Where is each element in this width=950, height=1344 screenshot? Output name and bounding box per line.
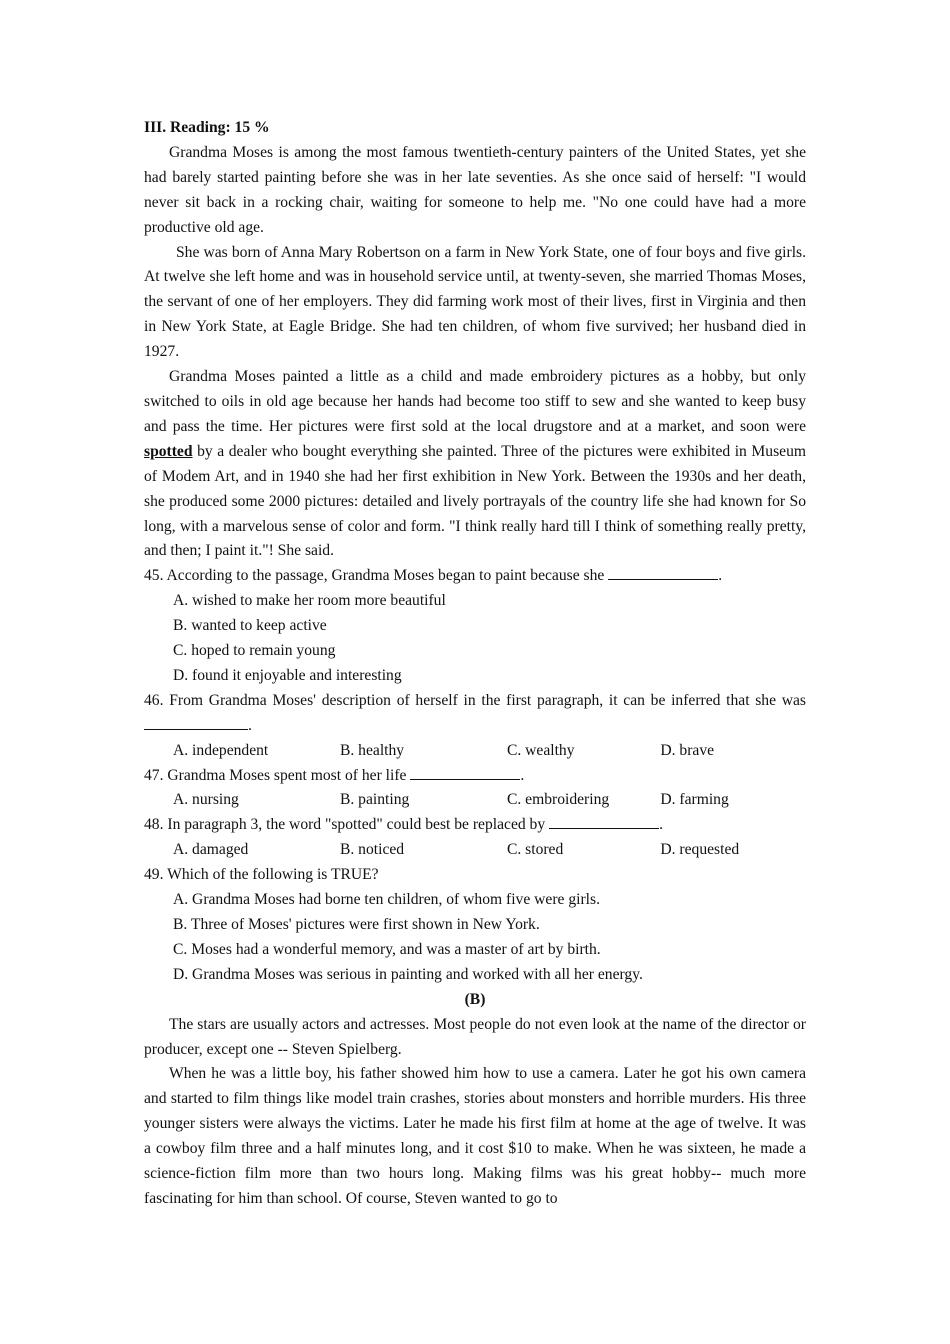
question-45-option-a: A. wished to make her room more beautiful (173, 592, 446, 610)
question-48 (144, 813, 806, 838)
paragraph-3-part-2: by a dealer who bought everything she painted. Three of the pictures were exhibited in Museum of Modem Art, and in 1940 she had her first exhibition in New York. Between the 1930s and her death, she produced some 2000 pictures: detailed and lively portrayals of the country life she had known for So long, with a marvelous sense of color and form. "I think really hard till I think of something really pretty, and then; I paint it."! She said. (144, 442, 806, 560)
question-47-end: . (520, 766, 525, 784)
question-46-stem: 46. From Grandma Moses' description of herself in the first paragraph, it can be inferred that she was (144, 691, 806, 709)
question-48-options (144, 838, 806, 863)
answer-blank (410, 765, 520, 780)
question-45-stem: 45. According to the passage, Grandma Moses began to paint because she (144, 567, 605, 585)
question-45-option-d: D. found it enjoyable and interesting (173, 666, 402, 684)
passage-a-paragraph-2: She was born of Anna Mary Robertson on a farm in New York State, one of four boys and five girls. At twelve she left home and was in household service until, at twenty-seven, she married Thomas Moses, the servant of one of her employers. They did farming work most of their lives, first in Virginia and then in New York State, at Eagle Bridge. She had ten children, of whom five survived; her husband died in 1927. (144, 243, 806, 361)
question-47 (144, 764, 806, 789)
question-47-option-a: A. nursing (173, 791, 239, 809)
answer-blank (549, 814, 659, 829)
paragraph-3-part-1: Grandma Moses painted a little as a child and made embroidery pictures as a hobby, but only switched to oils in old age because her hands had become too stiff to sew and she wanted to keep busy and pass the time. Her pictures were first sold at the local drugstore and at a market, and soon were (144, 368, 806, 435)
question-45-option-b: B. wanted to keep active (173, 617, 327, 635)
question-47-option-b: B. painting (339, 791, 410, 809)
passage-b-paragraph-1: The stars are usually actors and actresses. Most people do not even look at the name of the director or producer, except one -- Steven Spielberg. (144, 1015, 806, 1058)
question-47-stem: 47. Grandma Moses spent most of her life (144, 766, 407, 784)
question-48-end: . (659, 816, 663, 834)
question-46-end: . (248, 716, 252, 734)
question-47-option-c: C. embroidering (506, 791, 610, 809)
question-49-option-b: B. Three of Moses' pictures were first shown in New York. (173, 916, 540, 933)
question-49-option-a: A. Grandma Moses had borne ten children, of whom five were girls. (173, 891, 600, 909)
question-46-option-c: C. wealthy (506, 741, 575, 759)
question-45-option-c: C. hoped to remain young (173, 642, 336, 660)
section-b-label: (B) (464, 990, 486, 1008)
question-46-option-a: A. independent (173, 741, 269, 759)
passage-a-paragraph-3 (144, 365, 806, 564)
question-48-option-d: D. requested (660, 841, 740, 859)
answer-blank (144, 715, 248, 730)
question-45 (144, 564, 806, 589)
question-46 (144, 689, 806, 739)
question-49-stem: 49. Which of the following is TRUE? (144, 866, 379, 884)
question-47-option-d: D. farming (660, 791, 729, 809)
question-48-stem: 48. In paragraph 3, the word "spotted" could best be replaced by (144, 816, 546, 834)
question-45-end: . (718, 567, 723, 585)
question-47-options (144, 788, 806, 813)
question-48-option-c: C. stored (506, 841, 564, 859)
exam-content (144, 116, 806, 1212)
passage-a-paragraph-1: Grandma Moses is among the most famous twentieth-century painters of the United States, yet she had barely started painting before she was in her late seventies. As she once said of herself: "I would never sit back in a rocking chair, waiting for someone to help me. "No one could have had a more productive old age. (144, 143, 806, 236)
question-46-options (144, 739, 806, 764)
question-46-option-d: D. brave (660, 741, 715, 759)
question-49-option-c: C. Moses had a wonderful memory, and was a master of art by birth. (173, 940, 601, 958)
question-49-option-d: D. Grandma Moses was serious in painting and worked with all her energy. (173, 965, 643, 983)
question-48-option-b: B. noticed (339, 841, 405, 859)
question-48-option-a: A. damaged (173, 841, 249, 859)
answer-blank (608, 565, 718, 580)
keyword-spotted: spotted (144, 442, 193, 460)
question-46-option-b: B. healthy (339, 741, 405, 759)
passage-b-paragraph-2: When he was a little boy, his father showed him how to use a camera. Later he got his own camera and started to film things like model train crashes, stories about monsters and horrible murders. His three younger sisters were always the victims. Later he made his first film at home at the age of twelve. It was a cowboy film three and a half minutes long, and it cost $10 to make. When he was sixteen, he made a science-fiction film more than two hours long. Making films was his great hobby-- much more fascinating for him than school. Of course, Steven wanted to go to (144, 1065, 806, 1207)
section-heading: III. Reading: 15 % (144, 119, 270, 136)
